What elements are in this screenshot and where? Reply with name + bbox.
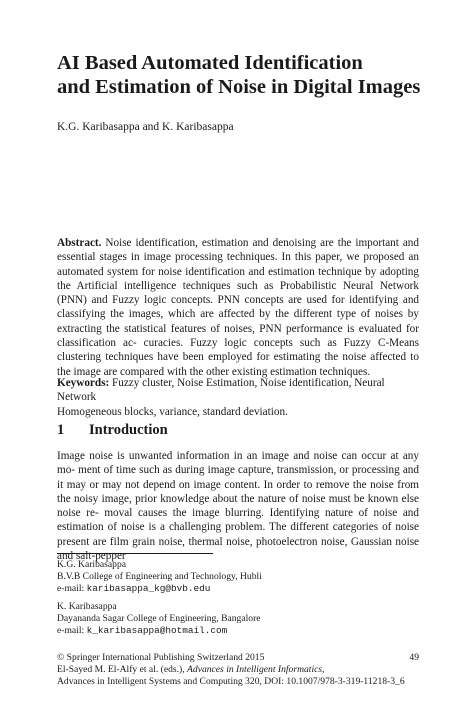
section-heading xyxy=(57,422,168,439)
keywords-line-1: Fuzzy cluster, Noise Estimation, Noise identification, Neural Network xyxy=(57,377,385,404)
abstract-line: Noise identification, estimation and denoising are the important and xyxy=(105,237,419,249)
footer-series-row: Advances in Intelligent Systems and Computing 320, DOI: 10.1007/978-3-319-11218-3_6 xyxy=(57,676,405,688)
abstract-label: Abstract. xyxy=(57,237,102,249)
section-title: Introduction xyxy=(89,422,168,438)
paper-title xyxy=(57,51,437,99)
keywords-label: Keywords: xyxy=(57,377,110,389)
abstract-line: the other existing estimation techniques. xyxy=(189,365,371,378)
title-line-1: AI Based Automated Identification xyxy=(57,52,363,74)
affiliation-email-line xyxy=(57,625,261,637)
affiliation-institution: B.V.B College of Engineering and Technology, Hubli xyxy=(57,571,262,583)
body-line: noise is a challenging problem. The different categories of noise present are film xyxy=(57,521,420,548)
footer-editors-row xyxy=(57,664,419,676)
footnote-divider xyxy=(57,553,213,554)
body-line: Image noise is unwanted information in an image and noise can occur at any mo- xyxy=(57,450,419,477)
keywords-line-2: Homogeneous blocks, variance, standard deviation. xyxy=(57,405,288,418)
body-line: or may not depend on image content. In order to remove the noise from the noisy xyxy=(57,478,420,505)
introduction-text xyxy=(57,449,419,563)
email-label: e-mail: xyxy=(57,583,85,595)
page-footer xyxy=(57,652,419,689)
keywords xyxy=(57,376,419,419)
abstract-line: statistical features of noises, PNN performance is evaluated for classification ac- xyxy=(57,322,419,350)
email-label: e-mail: xyxy=(57,625,85,637)
copyright-text: © Springer International Publishing Switzerland 2015 xyxy=(57,652,265,663)
affiliation-institution: Dayananda Sagar College of Engineering, Bangalore xyxy=(57,613,261,625)
abstract-line: the Artificial intelligence techniques such as Probabilistic Neural Network (PNN) xyxy=(57,279,419,307)
abstract-line: and Fuzzy logic concepts. PNN concepts are used for identifying and classifying xyxy=(57,294,420,321)
section-number: 1 xyxy=(57,422,65,438)
abstract-line: curacies. Fuzzy logic concepts such as Fuzzy C-Means clustering techniques have xyxy=(57,337,419,364)
title-line-2: and Estimation of Noise in Digital Images xyxy=(57,76,421,98)
author-affiliation-2 xyxy=(57,601,261,638)
abstract-line: automated system for noise identification and estimation technique by adopting xyxy=(57,265,419,278)
body-line: moval causes the image blurring. Identifying nature of noise and estimation of xyxy=(57,507,419,534)
book-title: Advances in Intelligent Informatics, xyxy=(187,664,325,676)
author-list: K.G. Karibasappa and K. Karibasappa xyxy=(57,121,234,133)
footer-copyright-row xyxy=(57,652,419,664)
abstract-line: been employed for estimating the noise affected to the image are compared with xyxy=(57,351,420,378)
email-address[interactable]: karibasappa_kg@bvb.edu xyxy=(86,583,211,595)
affiliation-name: K. Karibasappa xyxy=(57,601,117,612)
email-address[interactable]: k_karibasappa@hotmail.com xyxy=(86,625,228,637)
body-line: ment of time such as during image capture, transmission, or processing and it may xyxy=(57,464,419,491)
author-affiliation-1 xyxy=(57,559,262,596)
page-number: 49 xyxy=(409,652,419,663)
abstract-line: essential stages in image processing techniques. In this paper, we proposed an xyxy=(57,251,419,264)
abstract-line: the images, which are affected by the different type of noises by extracting the xyxy=(57,308,419,335)
body-line: grain noise, thermal noise, photoelectron noise, Gaussian noise and salt-pepper xyxy=(57,535,420,563)
affiliation-email-line xyxy=(57,583,262,595)
affiliation-name: K.G. Karibasappa xyxy=(57,559,126,570)
editors-text: El-Sayed M. El-Alfy et al. (eds.), xyxy=(57,664,185,676)
body-line: image, prior knowledge about the nature of noise must be known else noise re- xyxy=(57,492,419,520)
abstract xyxy=(57,236,419,379)
